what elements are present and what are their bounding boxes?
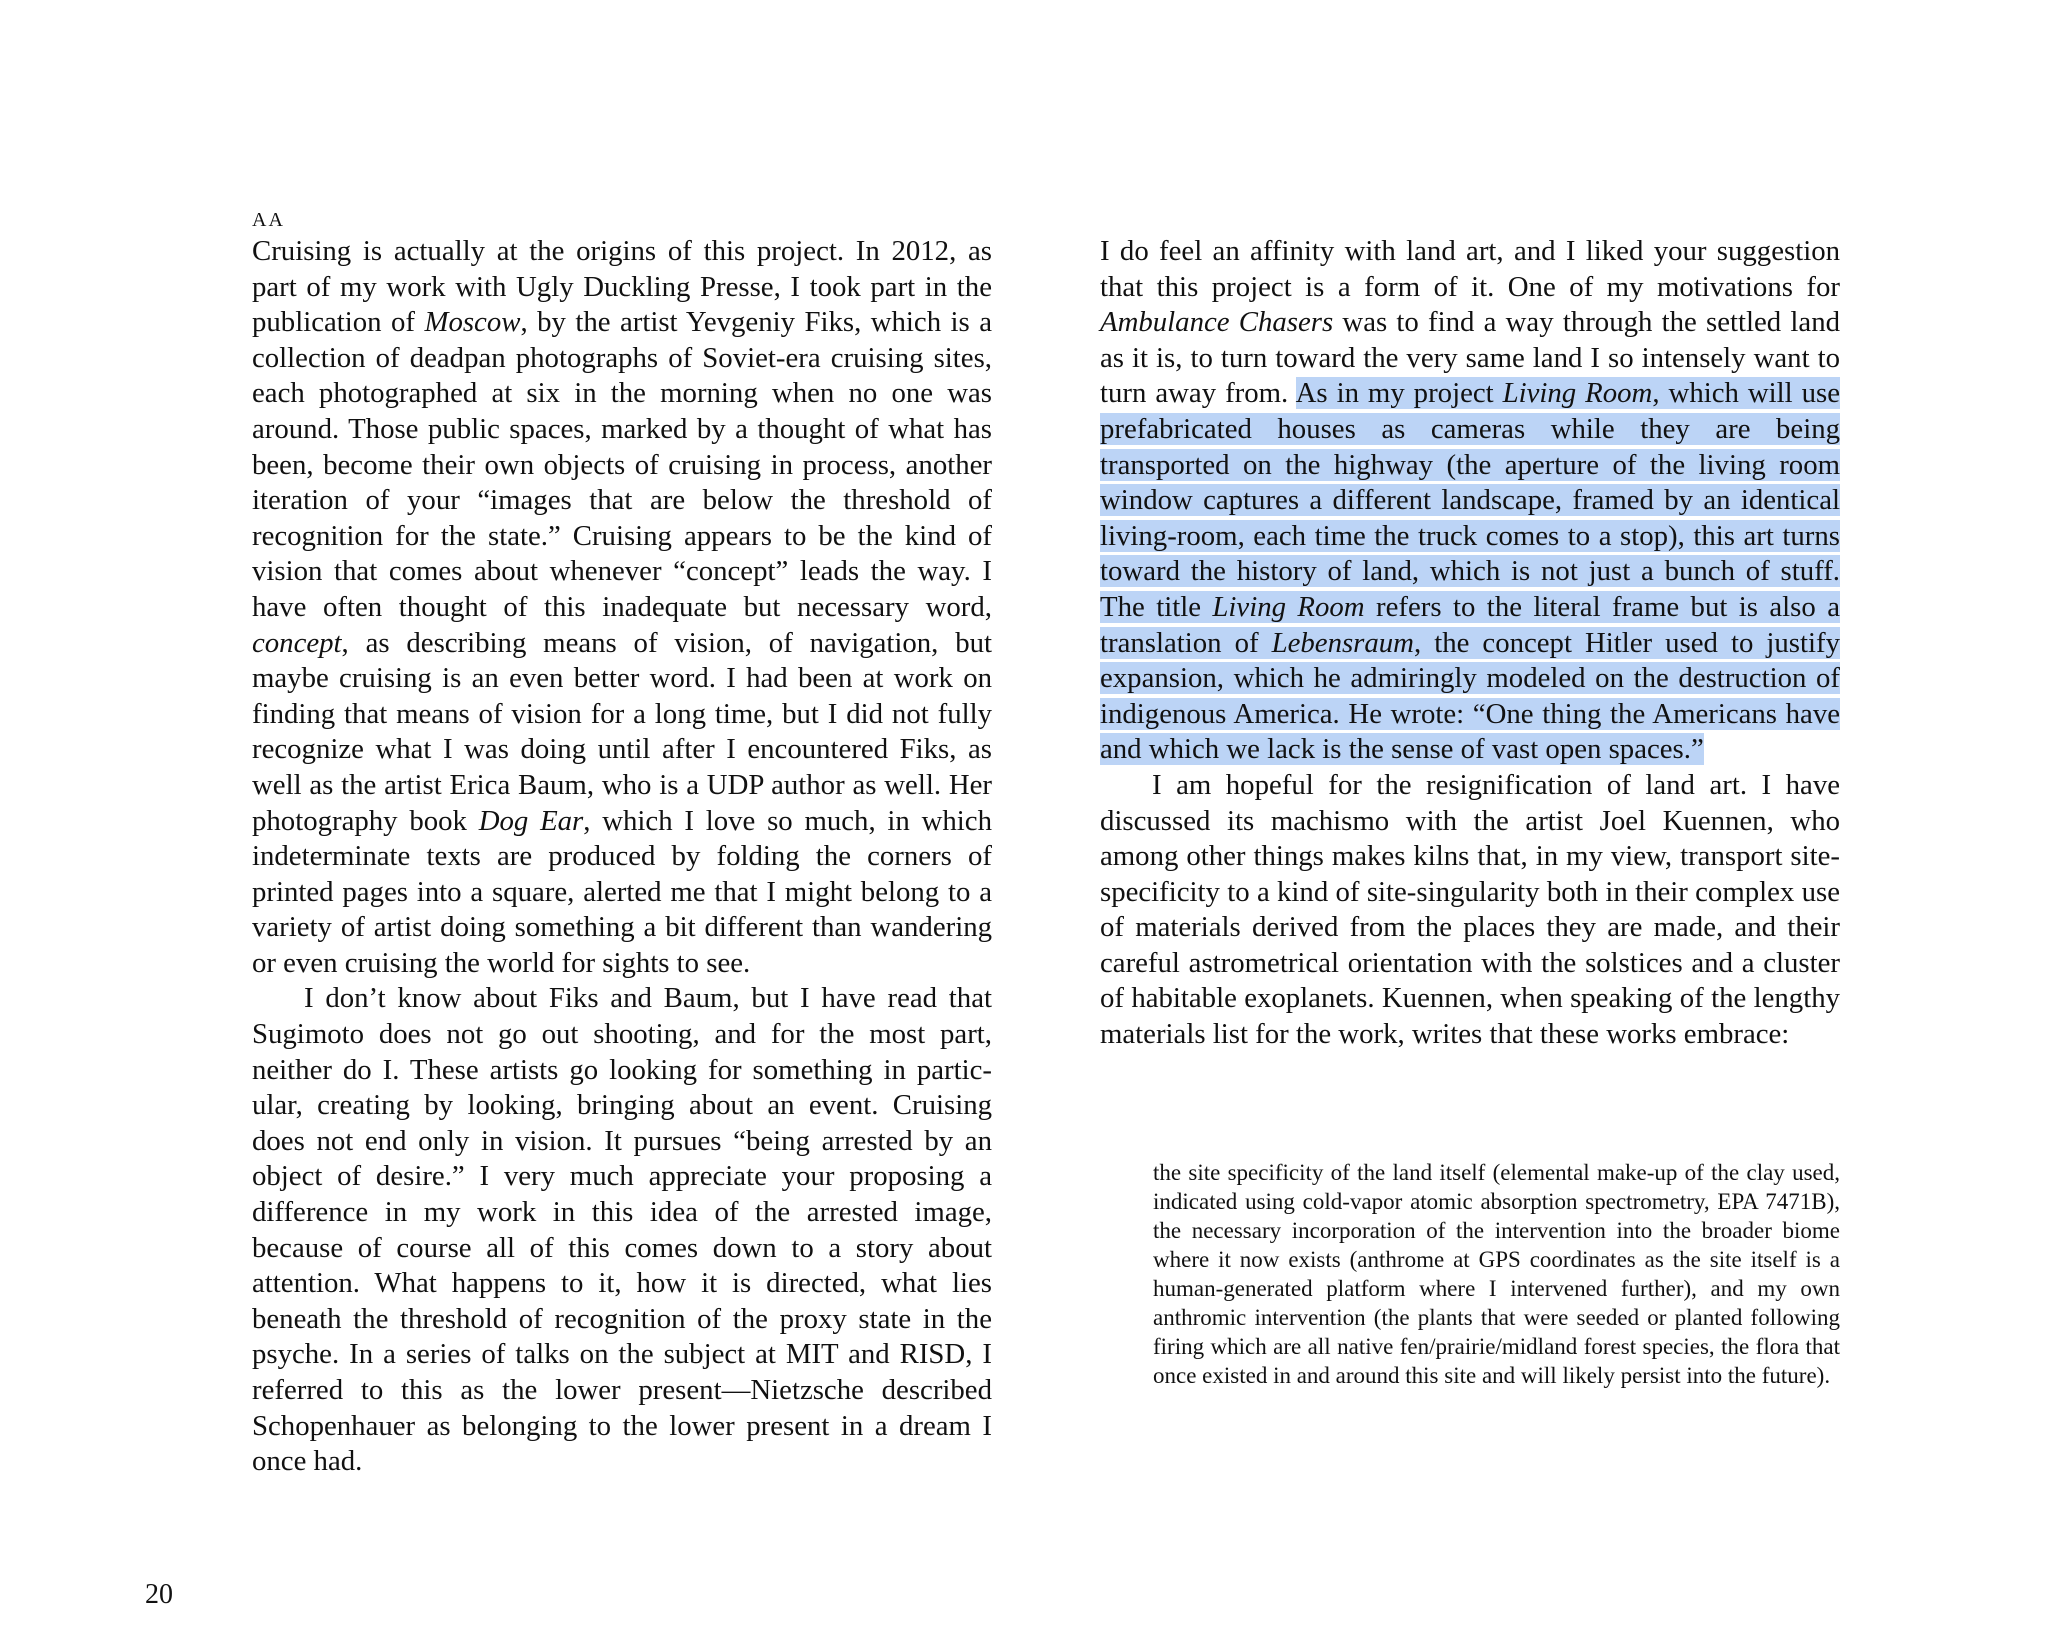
right-paragraph-1[interactable] [1100, 234, 1840, 768]
selected-text-highlight[interactable] [1100, 377, 1840, 765]
italic-title-moscow: Moscow [424, 306, 521, 339]
italic-title-dog-ear: Dog Ear [478, 804, 584, 837]
left-paragraph-2[interactable]: I don’t know about Fiks and Baum, but I have read that Sugimoto does not go out shooting, and for the most part, neither do I. These artists go looking for something in particular, creating by looking, bringing about an event. Cruising does not end only in vision. It pursues “being arrested by an object of desire.” I very much appreciate your proposing a difference in my work in this idea of the arrested image, because of course all of this comes down to a story about attention. What happens to it, how it is directed, what lies beneath the threshold of recognition of the proxy state in the psyche. In a series of talks on the subject at MIT and RISD, I referred to this as the lower present—Nietzsche described Schopenhauer as belonging to the lower present in a dream I once had. [252, 982, 992, 1478]
text-run: refers to the literal frame but is also a translation of [1100, 590, 1840, 659]
text-run: As in my project [1295, 377, 1503, 410]
text-run: Cruising is actually at the origins of this project. In 2012, as part of my work with Ugly Duckling Presse, I took part in the publication of [252, 235, 992, 339]
text-run: , which I love so much, in which indeterminate texts are produced by folding the corners of printed pages into a square, alerted me that I might belong to a variety of artist doing something a bit different than wandering or even cruising the world for sights to see. [252, 804, 992, 979]
right-paragraph-2[interactable]: I am hopeful for the resignification of land art. I have discussed its machismo with the artist Joel Kuennen, who among other things makes kilns that, in my view, transport site-specificity to a kind of site-singularity both in their complex use of materials derived from the places they are made, and their careful astrometrical orientation with the solstices and a cluster of habitable exoplanets. Kuennen, when speaking of the lengthy materials list for the work, writes that these works embrace: [1100, 768, 1840, 1051]
speaker-tag: AA [252, 209, 285, 231]
page-number: 20 [145, 1579, 173, 1610]
block-quote[interactable]: the site specificity of the land itself (elemental make-up of the clay used, indicated using cold-vapor atomic absorption spectrometry, EPA 7471B), the necessary incorporation of the intervention into the broader biome where it now exists (anthrome at GPS coordinates as the site itself is a human-generated platform where I intervened further), and my own anthromic intervention (the plants that were seeded or planted following firing which are all native fen/prairie/midland forest species, the flora that once existed in and around this site and will likely persist into the future). [1153, 1160, 1840, 1388]
italic-word-concept: concept [252, 626, 342, 659]
left-paragraph-1[interactable] [252, 234, 992, 981]
text-run: , which will use prefabricated houses as cameras while they are being transported on the highway (the aperture of the living room window captures a different landscape, framed by an identical living-room, each time the truck comes to a stop), this art turns toward the history of land, which is not just a bunch of stuff. The title [1100, 377, 1840, 623]
text-run: , by the artist Yevgeniy Fiks, which is a collection of deadpan photographs of Soviet-era cruising sites, each photographed at six in the morning when no one was around. Those public spaces, marked by a thought of what has been, become their own objects of cruising in process, another iteration of your “images that are below the threshold of recognition for the state.” Cruising appears to be the kind of vision that comes about whenever “concept” leads the way. I have often thought of this inadequate but necessary word, [252, 306, 992, 623]
text-run: I do feel an affinity with land art, and I liked your suggestion that this project is a form of it. One of my motivations for [1100, 235, 1840, 303]
italic-word-lebensraum: Lebensraum [1271, 626, 1414, 659]
italic-title-ambulance-chasers: Ambulance Chasers [1100, 306, 1334, 339]
text-run: , as describing means of vision, of navigation, but maybe cruising is an even better word. I had been at work on finding that means of vision for a long time, but I did not fully recognize what I was doing until after I encountered Fiks, as well as the artist Erica Baum, who is a UDP author as well. Her photography book [252, 626, 992, 837]
left-column [252, 234, 992, 1480]
italic-title-living-room: Living Room [1502, 377, 1653, 410]
text-run: was to find a way through the settled land as it is, to turn toward the very same land I so intensely want to turn away from. [1100, 306, 1840, 410]
right-column [1100, 234, 1840, 1053]
italic-title-living-room: Living Room [1212, 590, 1365, 623]
text-run: , the concept Hitler used to justify expansion, which he admiringly modeled on the destruction of indigenous America. He wrote: “One thing the Americans have and which we lack is the sense of vast open spaces.” [1100, 626, 1840, 766]
